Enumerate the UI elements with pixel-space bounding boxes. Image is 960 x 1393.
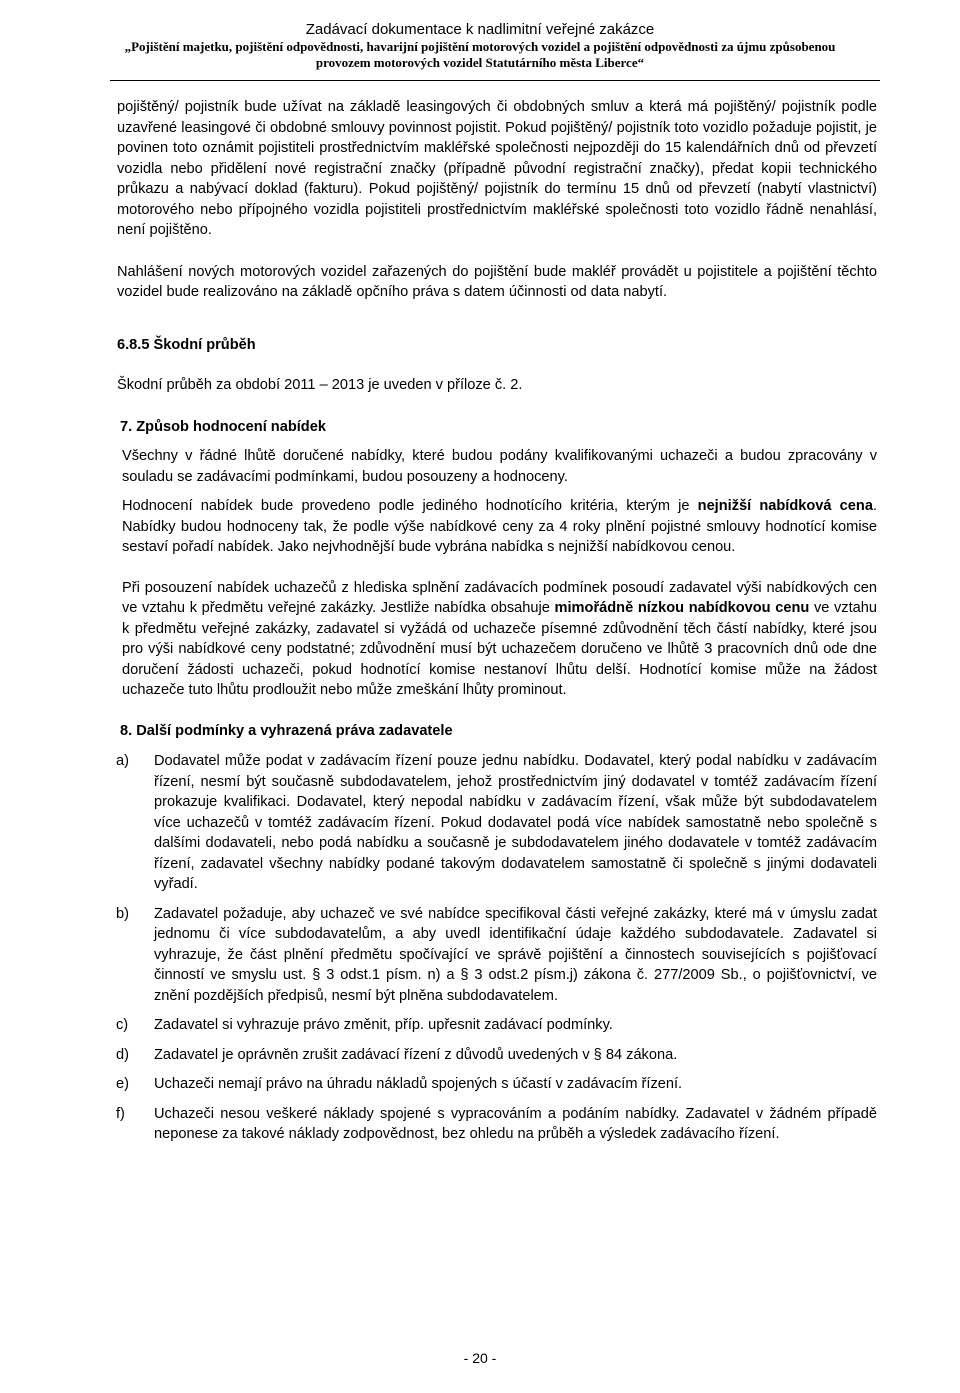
list-item-label: f) xyxy=(116,1105,125,1122)
list-item-label: e) xyxy=(116,1076,129,1092)
list-item xyxy=(116,1015,877,1036)
section-7-p3-text-b: ve vztahu k předmětu veřejné zakázky, zadavatel si vyžádá od uchazeče písemné zdůvodnění těch částí nabídky, které jsou pro výši nabídkové ceny podstatné; zdůvodnění musí být uchazečem doručeno ve lhůtě 3 pracovních dnů ode dne doručení žádosti uchazeči, pokud hodnotící komise nestanoví lhůtu delší. Hodnotící komise může na žádost uchazeče tuto lhůtu prodloužit nebo může zmeškání lhůty prominout. xyxy=(122,600,877,698)
section-6-8-5-heading: 6.8.5 Škodní průběh xyxy=(117,336,256,353)
section-8-title: Další podmínky a vyhrazená práva zadavatele xyxy=(136,722,453,739)
section-8-number: 8. xyxy=(120,722,133,739)
section-7-p3-bold: mimořádně nízkou nabídkovou cenu xyxy=(554,600,810,616)
section-7-p2-text-b: . Nabídky budou hodnoceny tak, že podle výše nabídkové ceny za 4 roky plnění pojistné smlouvy hodnotící komise sestaví pořadí nabídek. Jako nejvhodnější bude vybrána nabídka s nejnižší nabídkovou cenou. xyxy=(122,498,877,555)
list-item-text: Zadavatel si vyhrazuje právo změnit, příp. upřesnit zadávací podmínky. xyxy=(154,1017,613,1033)
header-subtitle-line1: „Pojištění majetku, pojištění odpovědnosti, havarijní pojištění motorových vozidel a pojištění odpovědnosti za újmu způsobenou xyxy=(124,39,836,54)
section-7-content xyxy=(117,446,877,701)
list-item-label: a) xyxy=(116,753,129,769)
section-7-number: 7. xyxy=(120,418,133,435)
list-item xyxy=(116,1074,877,1095)
section-8-heading xyxy=(117,721,877,742)
section-7-p2-bold: nejnižší nabídková cena xyxy=(697,498,873,514)
list-item-text: Uchazeči nemají právo na úhradu nákladů spojených s účastí v zadávacím řízení. xyxy=(154,1076,683,1092)
header-rule xyxy=(110,80,880,81)
section-7-heading xyxy=(117,417,877,438)
section-7-p2-text-a: Hodnocení nabídek bude provedeno podle jediného hodnotícího kritéria, kterým je xyxy=(122,498,698,514)
list-item-text: Uchazeči nesou veškeré náklady spojené s vypracováním a podáním nabídky. Zadavatel v žádném případě neponese za takové náklady zodpovědnost, bez ohledu na průběh a výsledek zadávacího řízení. xyxy=(154,1105,877,1142)
list-item xyxy=(116,751,877,895)
page-header xyxy=(0,20,960,71)
section-7-title: Způsob hodnocení nabídek xyxy=(136,418,326,435)
paragraph-vehicle-leasing: pojištěný/ pojistník bude užívat na základě leasingových či obdobných smluv a která má pojištěný/ pojistník podle uzavřené leasingové či obdobné smlouvy povinnost pojistit. Pokud pojištěný/ pojistník toto vozidlo požaduje pojistit, je povinen toto oznámit pojistiteli prostřednictvím makléřské společnosti nejpozději do 15 kalendářních dnů od převzetí vozidla nebo přidělení nové registrační značky (případně původní registrační značky), předat kopii technického průkazu a nabývací doklad (fakturu). Pokud pojištěný/ pojistník do termínu 15 dnů od převzetí (nabytí vlastnictví) motorového nebo přípojného vozidla pojistiteli prostřednictvím makléřské společnosti toto vozidlo řádně nenahlásí, není pojištěno. xyxy=(117,99,877,238)
list-item-text: Dodavatel může podat v zadávacím řízení pouze jednu nabídku. Dodavatel, který podal nabídku v zadávacím řízení, nesmí být současně subdodavatelem, jehož prostřednictvím jiný dodavatel v tomtéž zadávacím řízení prokazuje kvalifikaci. Dodavatel, který nepodal nabídku v zadávacím řízení, však může být subdodavatelem více uchazečů v tomtéž zadávacím řízení. Pokud dodavatel podá více nabídek samostatně nebo společně s dalšími dodavateli, nebo podá nabídku a současně je subdodavatelem jiného dodavatele v tomtéž zadávacím řízení, zadavatel všechny nabídky podané takovým dodavatelem samostatně či společně s jinými dodavateli vyřadí. xyxy=(154,753,877,892)
section-8-list xyxy=(117,751,877,1145)
list-item-text: Zadavatel je oprávněn zrušit zadávací řízení z důvodů uvedených v § 84 zákona. xyxy=(154,1046,678,1063)
section-7-paragraph-2 xyxy=(122,496,877,558)
document-body xyxy=(117,97,877,1145)
section-7-paragraph-1: Všechny v řádné lhůtě doručené nabídky, které budou podány kvalifikovanými uchazeči a budou zpracovány v souladu se zadávacími podmínkami, budou posouzeny a hodnoceny. xyxy=(122,448,877,485)
list-item-label: c) xyxy=(116,1017,129,1033)
section-6-8-5-text: Škodní průběh za období 2011 – 2013 je uveden v příloze č. 2. xyxy=(117,377,523,393)
header-title: Zadávací dokumentace k nadlimitní veřejné zakázce xyxy=(305,21,655,38)
page-number: - 20 - xyxy=(463,1350,497,1366)
section-7-p3-text-a: Při posouzení nabídek uchazečů z hlediska splnění zadávacích podmínek posoudí zadavatel výši nabídkových cen ve vztahu k předmětu veřejné zakázky. Jestliže nabídka obsahuje xyxy=(122,579,877,616)
list-item-text: Zadavatel požaduje, aby uchazeč ve své nabídce specifikoval části veřejné zakázky, které má v úmyslu zadat jednomu či více subdodavatelům, a aby uvedl identifikační údaje každého subdodavatele. Zadavatel si vyhrazuje, že část plnění předmětu spočívající ve správě pojištění a činnostech souvisejících s pojišťovací činností ve smyslu ust. § 3 odst.1 písm. n) a § 3 odst.2 písm.j) zákona č. 277/2009 Sb., o pojišťovnictví, ve znění pozdějších předpisů, nesmí být plněna subdodavatelem. xyxy=(154,905,877,1004)
list-item-label: b) xyxy=(116,905,129,922)
list-item xyxy=(116,1045,877,1066)
list-item xyxy=(116,1104,877,1145)
list-item-label: d) xyxy=(116,1046,129,1063)
header-subtitle-line2: provozem motorových vozidel Statutárního města Liberce“ xyxy=(315,55,645,70)
paragraph-vehicle-reporting: Nahlášení nových motorových vozidel zařazených do pojištění bude makléř provádět u pojistitele a pojištění těchto vozidel bude realizováno na základě opčního práva s datem účinnosti od data nabytí. xyxy=(117,263,877,300)
list-item xyxy=(116,904,877,1007)
section-7-paragraph-3 xyxy=(122,578,877,701)
